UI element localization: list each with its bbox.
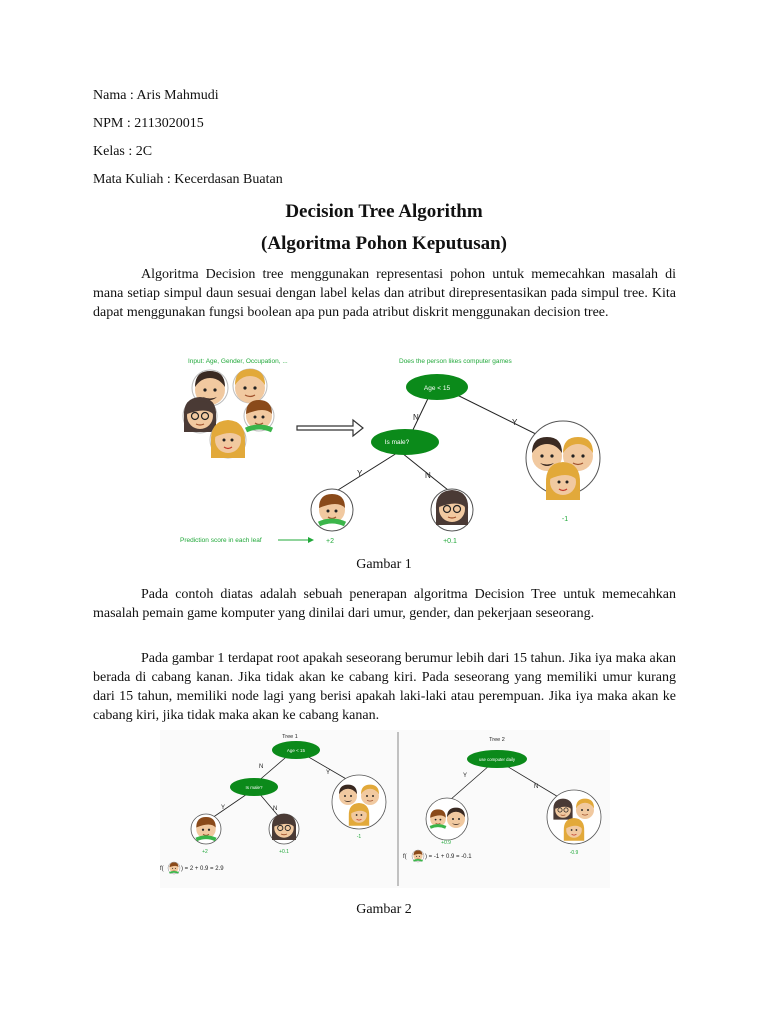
leaf-woman-glasses-icon [272, 814, 296, 840]
figure-1-decision-tree [175, 350, 569, 550]
tree1-formula: ) = 2 + 0.9 = 2.9 [181, 866, 224, 872]
student-npm: NPM : 2113020015 [93, 116, 204, 131]
paragraph-intro [93, 265, 676, 322]
paragraph-explanation [93, 649, 676, 725]
student-name: Nama : Aris Mahmudi [93, 88, 219, 103]
edge-label-n: N [259, 764, 264, 770]
student-class: Kelas : 2C [93, 144, 153, 159]
leaf-score: +2 [326, 538, 334, 545]
tree1-root-label: Age < 15 [286, 748, 306, 753]
tree1-title: Tree 1 [282, 734, 298, 740]
person-blond-man-icon [235, 369, 265, 403]
question-label: Does the person likes computer games [399, 358, 512, 365]
tree2-formula: ) = -1 + 0.9 = -0.1 [425, 854, 472, 860]
edge-label-n: N [413, 413, 419, 422]
tree2-title: Tree 2 [489, 737, 505, 743]
edge-label-y: Y [463, 773, 468, 779]
leaf-woman-glasses-icon [553, 799, 572, 820]
leaf-score: +0.1 [443, 538, 457, 545]
edge-label-n: N [273, 806, 278, 812]
person-woman-glasses-icon [184, 397, 216, 432]
leaf-woman-icon [349, 803, 369, 826]
leaf-score: +2 [202, 849, 208, 855]
edge-label-y: Y [326, 770, 331, 776]
leaf-blond-man-icon [576, 799, 594, 819]
paragraph-example-text: Pada contoh diatas adalah sebuah penerapan algoritma Decision Tree untuk memecahkan masalah pemain game komputer yang dinilai dari umur, gender, dan pekerjaan seseorang. [93, 587, 676, 621]
figure-2-caption: Gambar 2 [356, 902, 412, 917]
person-woman-icon [211, 420, 245, 458]
arrow-right-icon [297, 420, 363, 436]
course-name: Mata Kuliah : Kecerdasan Buatan [93, 172, 283, 187]
leaf-score: +0.9 [441, 840, 451, 846]
root-node-label: Age < 15 [423, 385, 451, 392]
prediction-label: Prediction score in each leaf [180, 537, 262, 544]
leaf-blond-man-icon [361, 785, 379, 805]
leaf-score: +0.1 [279, 849, 289, 855]
leaf-score: -1 [561, 516, 569, 523]
tree1-formula-prefix: f( [160, 866, 164, 872]
leaf-man-icon [447, 808, 465, 828]
leaf-woman-icon [546, 462, 580, 500]
tree2-root-label: use computer daily [478, 757, 516, 762]
tree2-formula-prefix: f( [403, 854, 407, 860]
leaf-woman-glasses-icon [436, 490, 468, 525]
leaf-man-icon [339, 785, 357, 805]
paragraph-explanation-text: Pada gambar 1 terdapat root apakah seseorang berumur lebih dari 15 tahun. Jika iya maka akan berada di cabang kanan. Jika tidak akan ke cabang kiri. Pada seseorang yang memiliki umur kurang dari 15 tahun, memiliki node lagi yang berisi apakah laki-laki atau perempuan. Jika iya maka akan ke cabang kiri, jika tidak maka akan ke cabang kanan. [93, 651, 676, 723]
leaf-woman-icon [564, 818, 584, 841]
page-title: Decision Tree Algorithm [285, 201, 483, 222]
decision-node-label: Is male? [384, 439, 410, 446]
edge-label-y: Y [512, 418, 518, 427]
figure-1-caption: Gambar 1 [356, 557, 412, 572]
edge-label-y: Y [221, 805, 226, 811]
leaf-score: -0.9 [569, 850, 579, 856]
input-label: Input: Age, Gender, Occupation, ... [188, 358, 288, 365]
tree1-decision-label: Is male? [245, 785, 263, 790]
edge-label-y: Y [357, 469, 363, 478]
edge-label-n: N [534, 784, 539, 790]
paragraph-intro-text: Algoritma Decision tree menggunakan representasi pohon untuk memecahkan masalah di mana setiap simpul daun sesuai dengan label kelas dan atribut direpresentasikan pada simpul tree. Kita dapat menggunakan fungsi boolean apa pun pada atribut diskrit menggunakan decision tree. [93, 267, 676, 320]
leaf-score: -1 [356, 834, 362, 840]
page-subtitle: (Algoritma Pohon Keputusan) [261, 233, 507, 254]
edge-label-n: N [425, 471, 431, 480]
figure-2-tree-ensemble [160, 730, 610, 888]
paragraph-example [93, 585, 676, 623]
